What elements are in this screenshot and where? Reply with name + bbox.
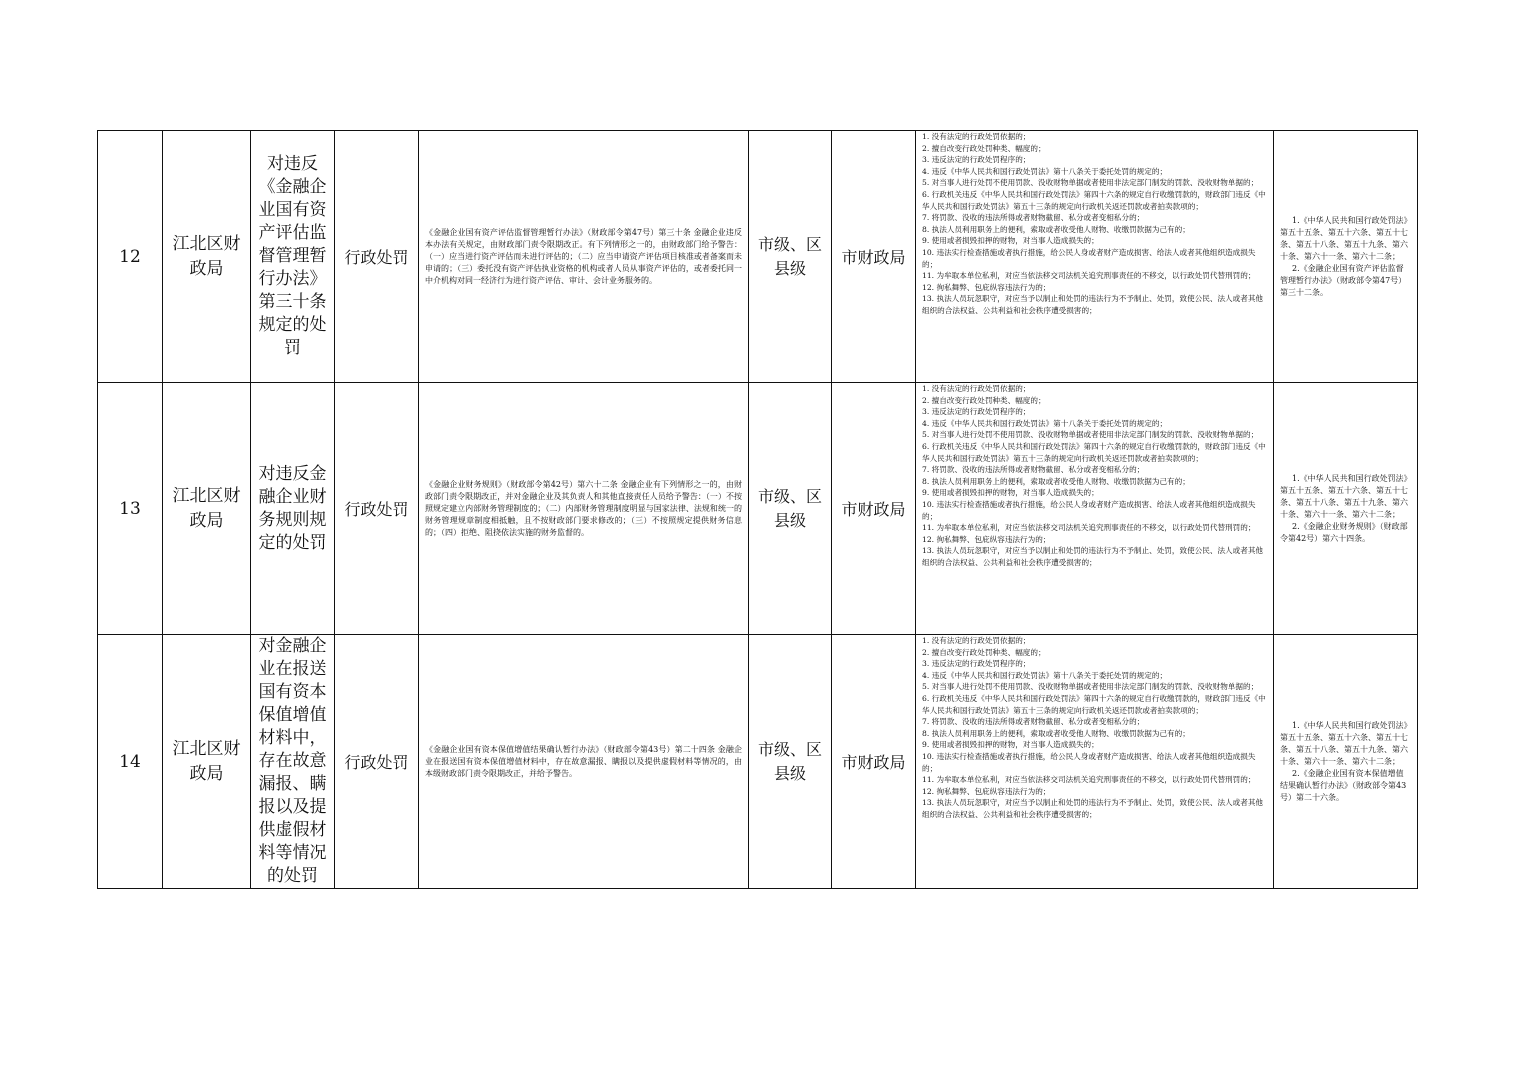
department-cell: 江北区财政局 [163,131,251,383]
type-cell: 行政处罚 [335,635,419,889]
row-number: 13 [98,383,163,635]
law-reference-line: 2.《金融企业国有资本保值增值结果确认暂行办法》（财政部令第43号）第二十六条。 [1280,768,1407,802]
authority-cell: 市财政局 [832,383,916,635]
level-cell: 市级、区县级 [749,635,832,889]
law-reference-cell [1274,635,1418,889]
responsibility-line: 13. 执法人员玩忽职守，对应当予以制止和处罚的违法行为不予制止、处罚，致使公民、法人或者其他组织的合法权益、公共利益和社会秩序遭受损害的； [922,294,1264,315]
responsibility-line: 8. 执法人员利用职务上的便利，索取或者收受他人财物、收缴罚款据为己有的； [922,224,1190,234]
responsibility-line: 11. 为牟取本单位私利，对应当依法移交司法机关追究刑事责任的不移交，以行政处罚代替刑罚的； [922,271,1256,281]
responsibility-line: 6. 行政机关违反《中华人民共和国行政处罚法》第四十六条的规定自行收缴罚款的，财政部门违反《中华人民共和国行政处罚法》第五十三条的规定向行政机关返还罚款或者拍卖款项的； [922,441,1266,463]
responsibility-line: 10. 违法实行检查措施或者执行措施，给公民人身或者财产造成损害、给法人或者其他组织造成损失的； [922,499,1256,521]
law-reference-cell [1274,131,1418,383]
responsibility-line: 3. 违反法定的行政处罚程序的； [922,155,1031,165]
table-row [98,635,1418,889]
law-reference-line: 1.《中华人民共和国行政处罚法》第五十五条、第五十六条、第五十七条、第五十八条、第五十九条、第六十条、第六十一条、第六十二条； [1280,720,1408,766]
responsibility-line: 2. 擅自改变行政处罚种类、幅度的； [922,647,1046,657]
item-name-cell: 对违反《金融企业国有资产评估监督管理暂行办法》第三十条规定的处罚 [251,131,335,383]
responsibility-line: 7. 将罚款、没收的违法所得或者财物截留、私分或者变相私分的； [922,717,1145,727]
law-reference-line: 1.《中华人民共和国行政处罚法》第五十五条、第五十六条、第五十七条、第五十八条、第五十九条、第六十条、第六十一条、第六十二条； [1280,215,1408,261]
responsibility-cell [916,635,1274,889]
responsibility-line: 10. 违法实行检查措施或者执行措施，给公民人身或者财产造成损害、给法人或者其他组织造成损失的； [922,247,1256,269]
responsibility-line: 1. 没有法定的行政处罚依据的； [922,636,1031,645]
table-row [98,383,1418,635]
authority-cell: 市财政局 [832,131,916,383]
level-cell: 市级、区县级 [749,383,832,635]
responsibility-line: 2. 擅自改变行政处罚种类、幅度的； [922,395,1046,405]
table-row [98,131,1418,383]
responsibility-line: 8. 执法人员利用职务上的便利，索取或者收受他人财物、收缴罚款据为己有的； [922,476,1190,486]
law-reference-line: 2.《金融企业国有资产评估监督管理暂行办法》（财政部令第47号）第三十二条。 [1280,263,1407,297]
department-cell: 江北区财政局 [163,383,251,635]
responsibility-line: 1. 没有法定的行政处罚依据的； [922,384,1031,393]
type-cell: 行政处罚 [335,131,419,383]
law-reference-line: 1.《中华人民共和国行政处罚法》第五十五条、第五十六条、第五十七条、第五十八条、第五十九条、第六十条、第六十一条、第六十二条； [1280,473,1408,519]
legal-basis-cell: 《金融企业财务规则》（财政部令第42号）第六十二条 金融企业有下列情形之一的，由财政部门责令限期改正，并对金融企业及其负责人和其他直接责任人员给予警告：（一）不按照规定建立内部财务管理制度的；（二）内部财务管理制度明显与国家法律、法规和统一的财务管理规章制度相抵触，且不按财政部门要求修改的；（三）不按照规定提供财务信息的；（四）拒绝、阻挠依法实施的财务监督的。 [419,383,749,635]
responsibility-line: 12. 徇私舞弊、包庇纵容违法行为的； [922,282,1051,292]
responsibility-line: 9. 使用或者损毁扣押的财物，对当事人造成损失的； [922,488,1099,498]
responsibility-line: 3. 违反法定的行政处罚程序的； [922,659,1031,669]
item-name-cell: 对金融企业在报送国有资本保值增值材料中，存在故意漏报、瞒报以及提供虚假材料等情况的处罚 [251,635,335,889]
legal-basis-cell: 《金融企业国有资产评估监督管理暂行办法》（财政部令第47号）第三十条 金融企业违反本办法有关规定，由财政部门责令限期改正。有下列情形之一的，由财政部门给予警告：（一）应当进行资产评估而未进行评估的；（二）应当申请资产评估项目核准或者备案而未申请的；（三）委托没有资产评估执业资格的机构或者人员从事资产评估的，或者委托同一中介机构对同一经济行为进行资产评估、审计、会计业务服务的。 [419,131,749,383]
responsibility-cell [916,383,1274,635]
responsibility-line: 5. 对当事人进行处罚不使用罚款、没收财物单据或者使用非法定部门制发的罚款、没收财物单据的； [922,178,1259,188]
responsibility-line: 7. 将罚款、没收的违法所得或者财物截留、私分或者变相私分的； [922,213,1145,223]
legal-basis-cell: 《金融企业国有资本保值增值结果确认暂行办法》（财政部令第43号）第二十四条 金融企业在报送国有资本保值增值材料中，存在故意漏报、瞒报以及提供虚假材料等情况的，由本级财政部门责令限期改正，并给予警告。 [419,635,749,889]
responsibility-line: 13. 执法人员玩忽职守，对应当予以制止和处罚的违法行为不予制止、处罚，致使公民、法人或者其他组织的合法权益、公共利益和社会秩序遭受损害的； [922,798,1264,819]
responsibility-line: 4. 违反《中华人民共和国行政处罚法》第十八条关于委托处罚的规定的； [922,670,1168,680]
responsibility-line: 9. 使用或者损毁扣押的财物，对当事人造成损失的； [922,236,1099,246]
responsibility-line: 11. 为牟取本单位私利，对应当依法移交司法机关追究刑事责任的不移交，以行政处罚代替刑罚的； [922,523,1256,533]
responsibility-line: 13. 执法人员玩忽职守，对应当予以制止和处罚的违法行为不予制止、处罚，致使公民、法人或者其他组织的合法权益、公共利益和社会秩序遭受损害的； [922,546,1264,567]
row-number: 12 [98,131,163,383]
law-reference-cell [1274,383,1418,635]
responsibility-line: 1. 没有法定的行政处罚依据的； [922,132,1031,141]
type-cell: 行政处罚 [335,383,419,635]
row-number: 14 [98,635,163,889]
responsibility-line: 9. 使用或者损毁扣押的财物，对当事人造成损失的； [922,740,1099,750]
responsibility-line: 10. 违法实行检查措施或者执行措施，给公民人身或者财产造成损害、给法人或者其他组织造成损失的； [922,751,1256,773]
responsibility-line: 3. 违反法定的行政处罚程序的； [922,407,1031,417]
responsibility-line: 7. 将罚款、没收的违法所得或者财物截留、私分或者变相私分的； [922,465,1145,475]
responsibility-cell [916,131,1274,383]
enforcement-table [97,130,1418,889]
responsibility-line: 5. 对当事人进行处罚不使用罚款、没收财物单据或者使用非法定部门制发的罚款、没收财物单据的； [922,430,1259,440]
level-cell: 市级、区县级 [749,131,832,383]
responsibility-line: 4. 违反《中华人民共和国行政处罚法》第十八条关于委托处罚的规定的； [922,166,1168,176]
responsibility-line: 5. 对当事人进行处罚不使用罚款、没收财物单据或者使用非法定部门制发的罚款、没收财物单据的； [922,682,1259,692]
responsibility-line: 8. 执法人员利用职务上的便利，索取或者收受他人财物、收缴罚款据为己有的； [922,728,1190,738]
responsibility-line: 4. 违反《中华人民共和国行政处罚法》第十八条关于委托处罚的规定的； [922,418,1168,428]
authority-cell: 市财政局 [832,635,916,889]
responsibility-line: 12. 徇私舞弊、包庇纵容违法行为的； [922,534,1051,544]
responsibility-line: 12. 徇私舞弊、包庇纵容违法行为的； [922,786,1051,796]
responsibility-line: 6. 行政机关违反《中华人民共和国行政处罚法》第四十六条的规定自行收缴罚款的，财政部门违反《中华人民共和国行政处罚法》第五十三条的规定向行政机关返还罚款或者拍卖款项的； [922,189,1266,211]
law-reference-line: 2.《金融企业财务规则》（财政部令第42号）第六十四条。 [1280,521,1408,543]
responsibility-line: 11. 为牟取本单位私利，对应当依法移交司法机关追究刑事责任的不移交，以行政处罚代替刑罚的； [922,775,1256,785]
responsibility-line: 6. 行政机关违反《中华人民共和国行政处罚法》第四十六条的规定自行收缴罚款的，财政部门违反《中华人民共和国行政处罚法》第五十三条的规定向行政机关返还罚款或者拍卖款项的； [922,693,1266,715]
department-cell: 江北区财政局 [163,635,251,889]
item-name-cell: 对违反金融企业财务规则规定的处罚 [251,383,335,635]
responsibility-line: 2. 擅自改变行政处罚种类、幅度的； [922,143,1046,153]
